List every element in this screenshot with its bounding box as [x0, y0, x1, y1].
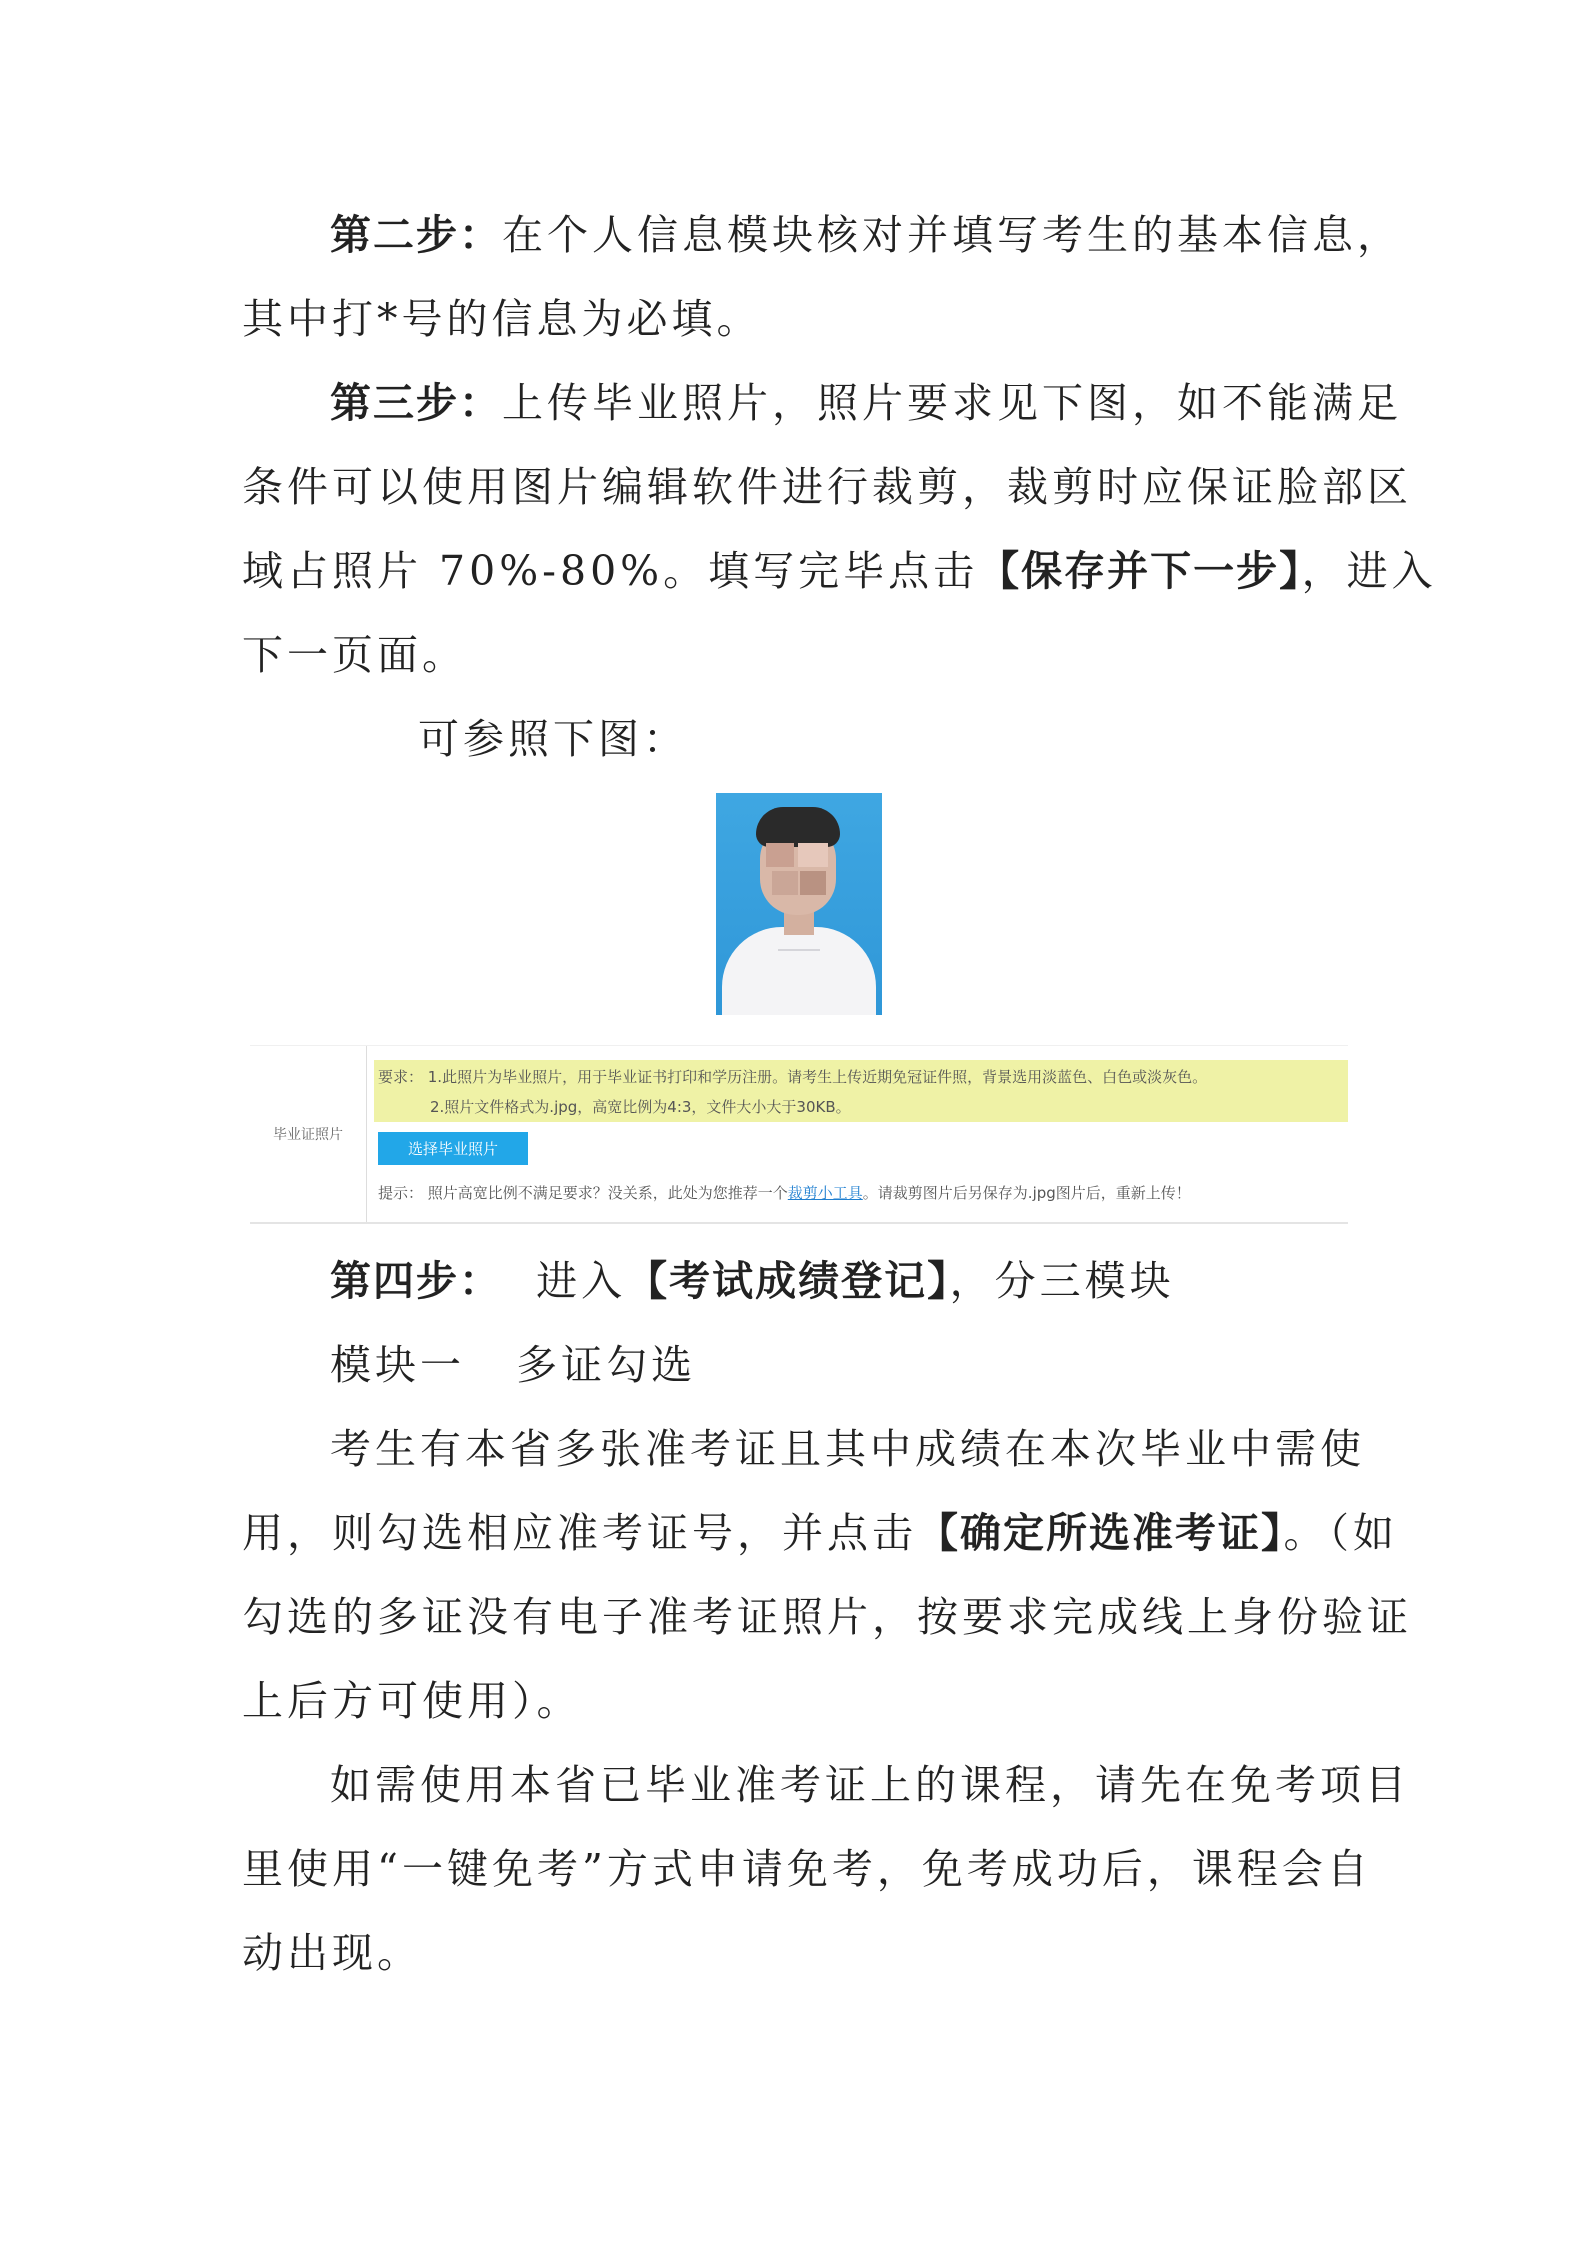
- exam-score-bold: 【考试成绩登记】: [626, 1257, 950, 1305]
- step3-line3-post: ，进入: [1301, 547, 1437, 595]
- sample-id-photo: [716, 793, 882, 1015]
- module1-heading: 模块一 多证勾选: [330, 1341, 697, 1389]
- step4-post: ，分三模块: [949, 1257, 1175, 1305]
- step4-pre: 进入: [502, 1257, 627, 1305]
- step3-line4: 下一页面。: [242, 631, 467, 679]
- p1-l2-post: 。（如: [1283, 1509, 1398, 1557]
- select-photo-button[interactable]: 选择毕业照片: [378, 1132, 528, 1165]
- module1-p2-l3: 动出现。: [242, 1929, 422, 1977]
- requirement-line1: 要求： 1.此照片为毕业照片，用于毕业证书打印和学历注册。请考生上传近期免冠证件照，背景选用淡蓝色、白色或淡灰色。: [378, 1068, 1208, 1086]
- module1-p1-l4: 上后方可使用）。: [242, 1677, 582, 1725]
- step3-line3-pre: 域占照片 70%-80%。填写完毕点击: [242, 547, 979, 595]
- step4-line: [330, 1253, 1352, 1309]
- photo-field-label: 毕业证照片: [250, 1046, 367, 1222]
- p1-l2-pre: 用，则勾选相应准考证号，并点击: [242, 1509, 917, 1557]
- step3-line2: 条件可以使用图片编辑软件进行裁剪，裁剪时应保证脸部区: [242, 463, 1412, 511]
- crop-tool-link[interactable]: 裁剪小工具: [787, 1184, 863, 1202]
- save-next-bold: 【保存并下一步】: [978, 547, 1302, 595]
- step2-label: 第二步：: [330, 211, 502, 259]
- step4-label: 第四步：: [330, 1257, 502, 1305]
- module1-p1-l3: 勾选的多证没有电子准考证照片，按要求完成线上身份验证: [242, 1593, 1412, 1641]
- step3-label: 第三步：: [330, 379, 502, 427]
- step2-continuation: 其中打*号的信息为必填。: [242, 295, 762, 343]
- step3-line: [330, 375, 1402, 431]
- requirements-box: [374, 1060, 1348, 1122]
- module1-p1-l2: [242, 1505, 1398, 1561]
- see-figure-text: 可参照下图：: [418, 715, 688, 763]
- hint-pre: 提示： 照片高宽比例不满足要求？没关系，此处为您推荐一个: [378, 1184, 788, 1202]
- hint-post: 。请裁剪图片后另保存为.jpg图片后，重新上传！: [862, 1184, 1191, 1202]
- requirement-line2: 2.照片文件格式为.jpg，高宽比例为4:3，文件大小大于30KB。: [430, 1098, 851, 1116]
- module1-p2-l1: 如需使用本省已毕业准考证上的课程，请先在免考项目: [330, 1761, 1410, 1809]
- step3-text: 上传毕业照片，照片要求见下图，如不能满足: [502, 379, 1402, 427]
- step2-line: [330, 207, 1402, 263]
- step2-text: 在个人信息模块核对并填写考生的基本信息，: [502, 211, 1402, 259]
- confirm-ticket-bold: 【确定所选准考证】: [917, 1509, 1284, 1557]
- module1-p2-l2: 里使用“一键免考”方式申请免考，免考成功后，课程会自: [242, 1845, 1372, 1893]
- photo-upload-panel: [250, 1045, 1348, 1224]
- hint-text: [378, 1182, 1191, 1203]
- module1-p1-l1: 考生有本省多张准考证且其中成绩在本次毕业中需使: [330, 1425, 1365, 1473]
- step3-line3: [242, 543, 1437, 599]
